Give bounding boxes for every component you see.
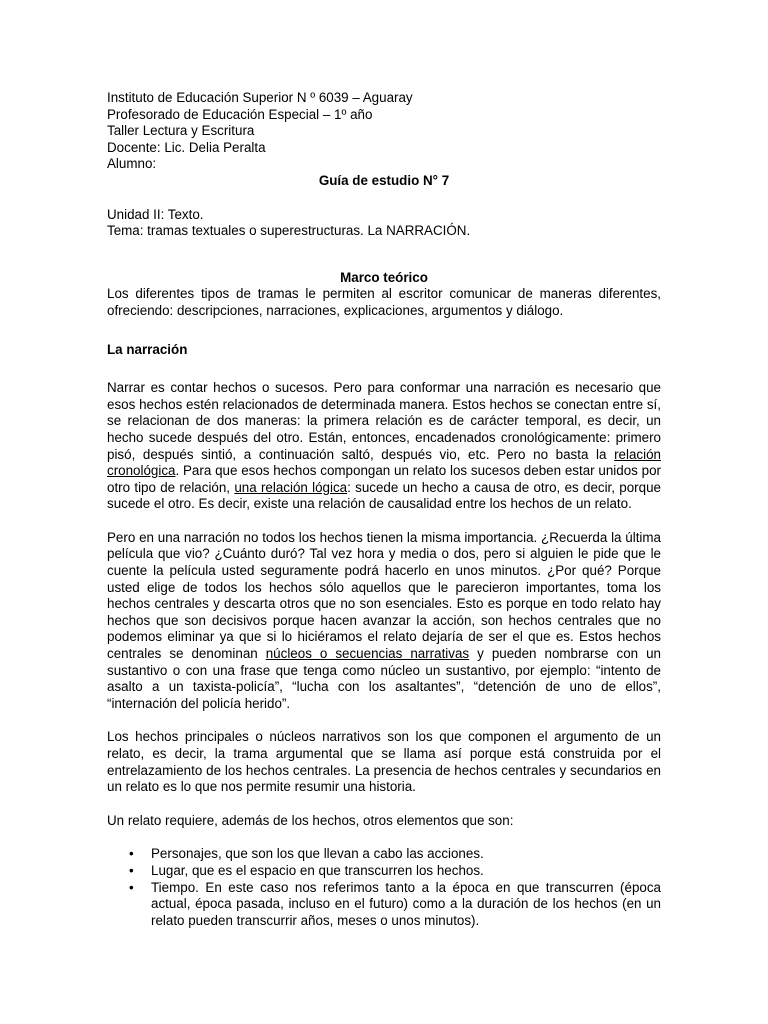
- paragraph-1-part-a: Narrar es contar hechos o sucesos. Pero para conformar una narración es necesario que esos hechos estén relacionados de determinada manera. Estos hechos se conectan entre sí, se relacionan de dos maneras: la primera relación es de carácter temporal, es decir, un hecho sucede después del otro. Están, entonces, encadenados cronológicamente: primero pisó, después sintió, a continuación saltó, después vio, etc. Pero no basta la: [107, 380, 661, 462]
- bullet-icon: •: [129, 846, 134, 862]
- institute-line: Instituto de Educación Superior N º 6039 – Aguaray: [107, 90, 413, 105]
- bullet-icon: •: [129, 879, 134, 895]
- bullet-icon: •: [129, 862, 134, 878]
- list-item-text: Personajes, que son los que llevan a cabo las acciones.: [151, 846, 484, 862]
- list-item-text: Tiempo. En este caso nos referimos tanto a la época en que transcurren (época actual, época pasada, incluso en el futuro) como a la duración de los hechos (en un relato pueden transcurrir años, meses o unos minutos).: [151, 879, 661, 928]
- topic-line: Tema: tramas textuales o superestructuras. La NARRACIÓN.: [107, 223, 471, 239]
- elements-list: [107, 846, 661, 929]
- relacion-cronologica-term: relación cronológica: [107, 446, 661, 479]
- unit-block: [107, 207, 661, 240]
- list-item: [107, 846, 661, 863]
- paragraph-2: [107, 530, 661, 713]
- document-content: [107, 90, 661, 929]
- paragraph-3: Los hechos principales o núcleos narrativos son los que componen el argumento de un relato, es decir, la trama argumental que se llama así porque está construida por el entrelazamiento de los hechos centrales. La presencia de hechos centrales y secundarios en un relato es lo que nos permite resumir una historia.: [107, 729, 661, 795]
- program-line: Profesorado de Educación Especial – 1º año: [107, 106, 373, 122]
- guide-title: Guía de estudio N° 7: [318, 172, 450, 188]
- marco-heading: Marco teórico: [340, 269, 428, 285]
- paragraph-1: [107, 380, 661, 513]
- paragraph-1-part-c: : sucede un hecho a causa de otro, es decir, porque sucede el otro. Es decir, existe una relación de causalidad entre los hechos de un relato.: [107, 479, 661, 512]
- narracion-heading: La narración: [107, 341, 188, 357]
- list-item: [107, 863, 661, 880]
- list-item: [107, 880, 661, 930]
- relacion-logica-term: una relación lógica: [234, 479, 348, 495]
- paragraph-2-part-b: y pueden nombrarse con un sustantivo o con una frase que tenga como núcleo un sustantivo, por ejemplo: “intento de asalto a un taxista-policía”, “lucha con los asaltantes”, “detención de uno de ellos”, “internación del policía herido”.: [107, 646, 661, 711]
- workshop-line: Taller Lectura y Escritura: [107, 123, 255, 139]
- paragraph-1-part-b: . Para que esos hechos compongan un relato los sucesos deben estar unidos por otro tipo de relación,: [107, 463, 661, 495]
- nucleos-narrativos-term: núcleos o secuencias narrativas: [265, 646, 470, 662]
- teacher-line: Docente: Lic. Delia Peralta: [107, 139, 266, 155]
- marco-paragraph: Los diferentes tipos de tramas le permiten al escritor comunicar de maneras diferentes, ofreciendo: descripciones, narraciones, explicaciones, argumentos y diálogo.: [107, 286, 661, 318]
- list-item-text: Lugar, que es el espacio en que transcurren los hechos.: [151, 862, 484, 878]
- paragraph-4: Un relato requiere, además de los hechos, otros elementos que son:: [107, 812, 514, 828]
- paragraph-2-part-a: Pero en una narración no todos los hechos tienen la misma importancia. ¿Recuerda la última película que vio? ¿Cuánto duró? Tal vez hora y media o dos, pero si alguien le pide que le cuente la película usted seguramente podrá hacerlo en unos minutos. ¿Por qué? Porque usted elige de todos los hechos sólo aquellos que le parecieron importantes, toma los hechos centrales y descarta otros que no son esenciales. Esto es porque en todo relato hay hechos que son decisivos porque hacen avanzar la acción, son hechos centrales que no podemos eliminar ya que si lo hiciéramos el relato dejaría de ser el que es. Estos hechos centrales se denominan: [107, 529, 661, 662]
- document-header: [107, 90, 661, 173]
- student-line: Alumno:: [107, 156, 157, 172]
- unit-line: Unidad II: Texto.: [107, 206, 204, 222]
